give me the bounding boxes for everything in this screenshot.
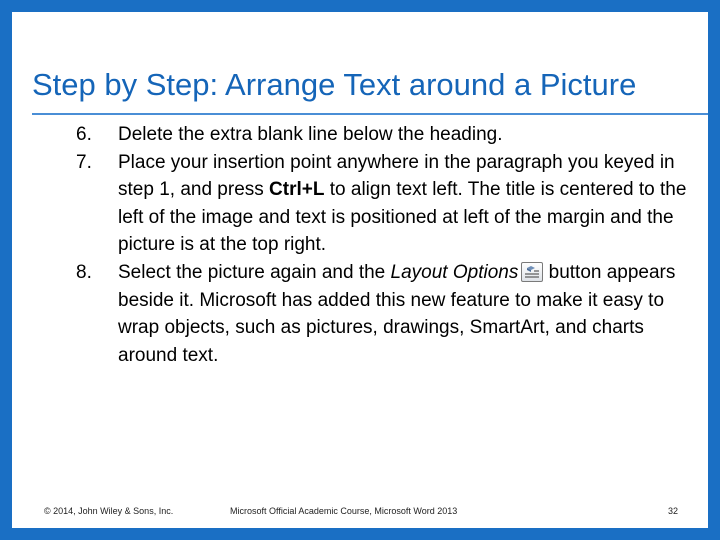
step-text (118, 259, 692, 369)
step-list (76, 121, 692, 369)
slide (12, 12, 708, 528)
step-item-7 (76, 149, 692, 259)
step-item-6 (76, 121, 692, 149)
step-number: 6. (76, 124, 92, 145)
keyboard-shortcut: Ctrl+L (269, 179, 325, 201)
step-text-end: button appears beside it. Microsoft has added this new feature to make it easy to wrap objects, such as pictures, drawings, SmartArt, and charts around text. (118, 261, 676, 366)
step-number: 8. (76, 261, 92, 283)
step-text-start: Place your insertion point anywhere in the paragraph you keyed in step 1, and press (118, 151, 675, 201)
slide-title: Step by Step: Arrange Text around a Picture (32, 67, 637, 102)
step-text (118, 149, 692, 259)
step-text-end: to align text left. The title is centered to the left of the image and text is positioned at left of the margin and the picture is at the top right. (118, 179, 687, 256)
step-text: Delete the extra blank line below the heading. (118, 124, 503, 145)
step-number: 7. (76, 151, 92, 173)
step-item-8 (76, 259, 692, 369)
title-divider (32, 113, 708, 115)
step-text-start: Select the picture again and the (118, 261, 391, 283)
layout-options-label: Layout Options (390, 261, 519, 283)
footer-course: Microsoft Official Academic Course, Microsoft Word 2013 (230, 506, 458, 516)
layout-options-icon (521, 262, 543, 282)
footer-copyright: © 2014, John Wiley & Sons, Inc. (44, 506, 174, 516)
footer-page-number: 32 (667, 506, 678, 516)
